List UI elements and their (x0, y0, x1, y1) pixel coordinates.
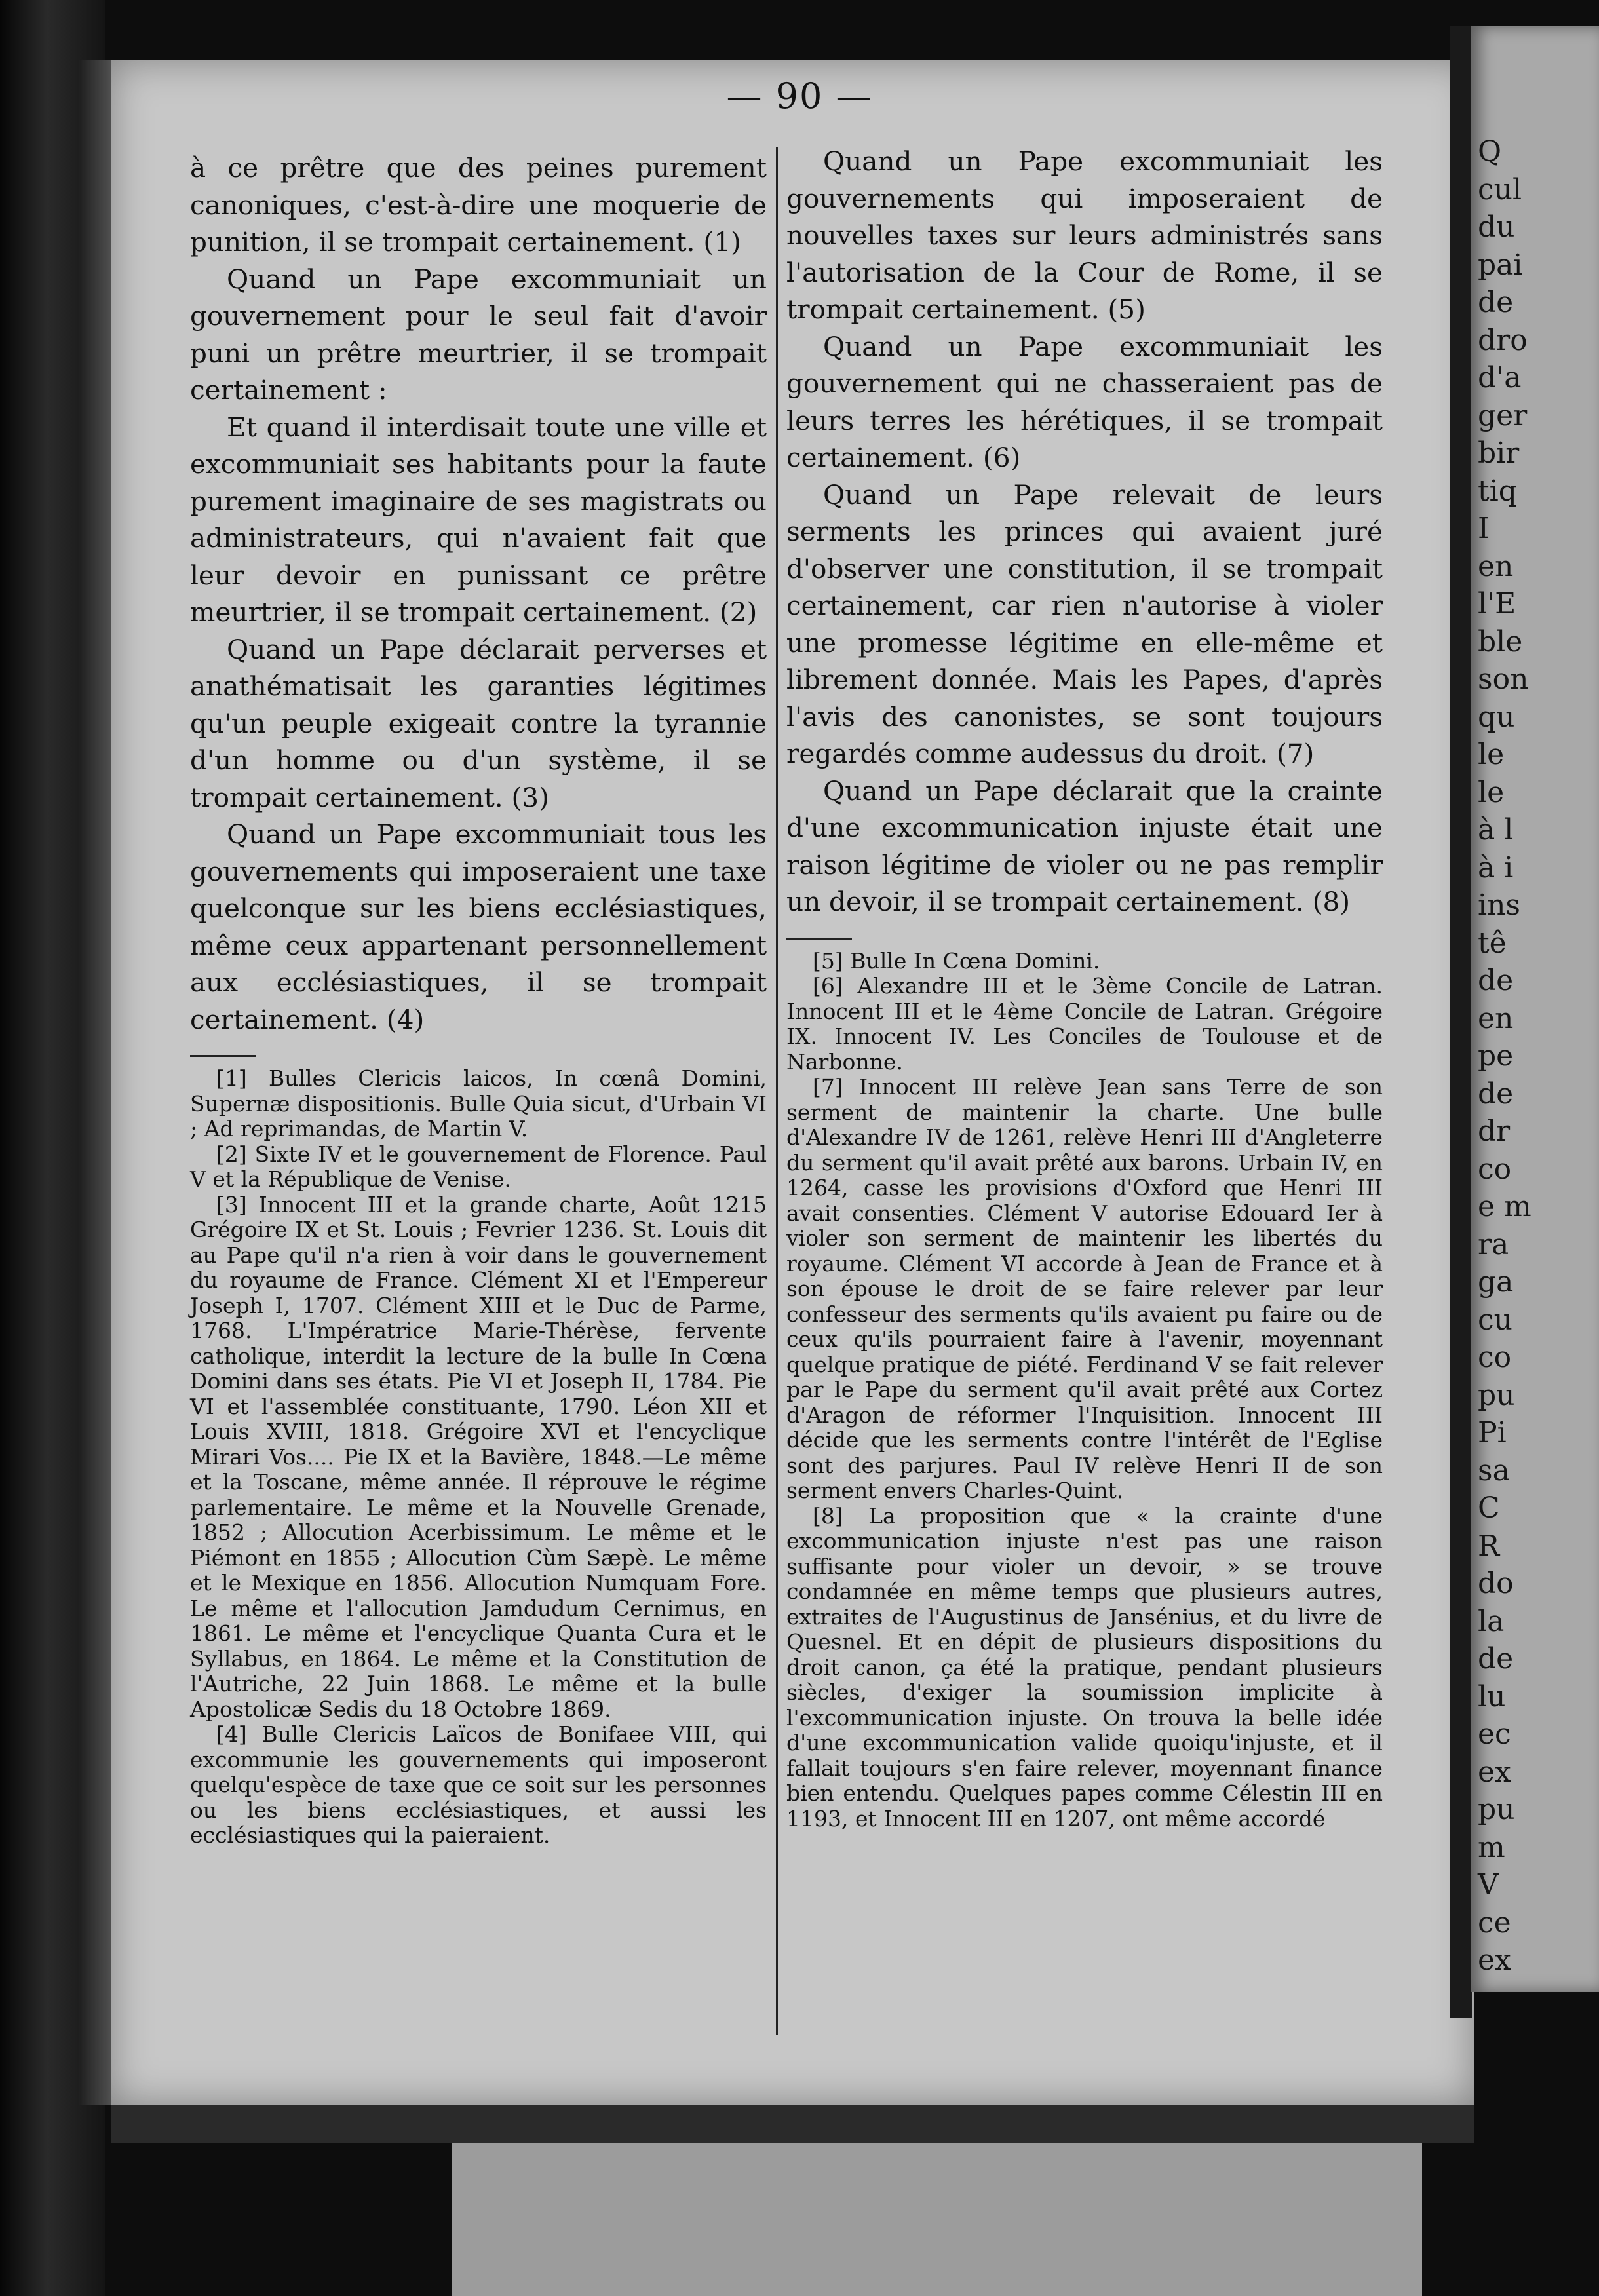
next-page-text-fragment: C (1478, 1491, 1500, 1525)
next-page-text-fragment: Pi (1478, 1416, 1507, 1449)
next-page-text-fragment: ex (1478, 1943, 1511, 1977)
paragraph: Quand un Pape excommuniait tous les gouvernements qui imposeraient une taxe quelconque sur les biens ecclésiastiques, même ceux appartenant personnellement aux ecclésiastiques, il se trompait certainement. (4) (190, 818, 767, 1035)
next-page-text-fragment: V (1478, 1868, 1499, 1902)
footnote: [8] La proposition que « la crainte d'une excommunication injuste n'est pas une raison suffisante pour violer un devoir, » se trouve condamnée en même temps que plusieurs autres, extraites de l'Augustinus de Jansénius, et du livre de Quesnel. Et en dépit de plusieurs dispositions du droit canon, ça été la pratique, pendant plusieurs siècles, d'exiger la soumission implicite à l'excommunication injuste. On trouva la belle idée d'une excommunication valide quoiqu'injuste, et il fallait toujours s'en faire relever, moyennant finance bien entendu. Quelques papes comme Célestin III en 1193, et Innocent III en 1207, ont même accordé (786, 1502, 1383, 1831)
next-page-text-fragment: son (1478, 662, 1529, 696)
next-page-text-fragment: de (1478, 1077, 1514, 1111)
next-page-text-fragment: dr (1478, 1115, 1511, 1148)
next-page-text-fragment: Q (1478, 135, 1502, 168)
next-page-text-fragment: d'a (1478, 361, 1522, 394)
next-page-text-fragment: le (1478, 738, 1505, 771)
next-page-text-fragment: de (1478, 1642, 1514, 1675)
paragraph: à ce prêtre que des peines purement canoniques, c'est-à-dire une moquerie de punition, il se trompait certainement. (1) (190, 152, 767, 258)
next-page-text-fragment: en (1478, 549, 1514, 583)
paragraph: Quand un Pape excommuniait un gouvernement pour le seul fait d'avoir puni un prêtre meurtrier, il se trompait certainement : (190, 263, 767, 406)
next-page-text-fragment: tiq (1478, 474, 1517, 508)
next-page-text-fragment: ga (1478, 1265, 1514, 1299)
next-page-text-fragment: à l (1478, 813, 1514, 847)
footnote: [2] Sixte IV et le gouvernement de Florence. Paul V et la République de Venise. (190, 1141, 767, 1192)
paragraph: Quand un Pape excommuniait les gouvernements qui imposeraient de nouvelles taxes sur leurs administrés sans l'autorisation de la Cour de Rome, il se trompait certainement. (5) (786, 145, 1383, 325)
next-page-text-fragment: le (1478, 775, 1505, 809)
next-page-text-fragment: m (1478, 1830, 1505, 1864)
next-page-text-fragment: ger (1478, 398, 1528, 432)
next-page-text-fragment: pai (1478, 248, 1523, 282)
next-page-text-fragment: à i (1478, 851, 1514, 885)
next-page-text-fragment: pu (1478, 1378, 1515, 1412)
left-column-body (190, 149, 767, 1038)
next-page-text-fragment: pe (1478, 1039, 1514, 1073)
page-gutter (1450, 26, 1472, 2018)
next-page-text-fragment: R (1478, 1529, 1500, 1563)
footnote-separator (190, 1055, 256, 1057)
next-page-text-fragment: l'E (1478, 587, 1516, 621)
next-page-text-fragment: du (1478, 210, 1515, 244)
paragraph: Quand un Pape relevait de leurs serments les princes qui avaient juré d'observer une constitution, il se trompait certainement, car rien n'autorise à violer une promesse légitime en elle-même et librement donnée. Mais les Papes, d'après l'avis des canonistes, se sont toujours regardés comme audessus du droit. (7) (786, 478, 1383, 769)
footnote: [6] Alexandre III et le 3ème Concile de Latran. Innocent III et le 4ème Concile de Latran. Grégoire IX. Innocent IV. Les Conciles de Toulouse et de Narbonne. (786, 973, 1383, 1075)
next-page-text-fragment: lu (1478, 1679, 1506, 1713)
next-page-text-fragment: dro (1478, 323, 1528, 357)
paragraph: Et quand il interdisait toute une ville et excommuniait ses habitants pour la faute purement imaginaire de ses magistrats ou administrateurs, qui n'avaient fait que leur devoir en punissant ce prêtre meurtrier, il se trompait certainement. (2) (190, 411, 767, 628)
left-footnotes (190, 1066, 767, 1848)
footnote: [4] Bulle Clericis Laïcos de Bonifaee VIII, qui excommunie les gouvernements qui imposeront quelqu'espèce de taxe que ce soit sur les personnes ou les biens ecclésiastiques, et aussi les ecclésiastiques qui la paieraient. (190, 1721, 767, 1848)
next-page-text-fragment: ce (1478, 1905, 1511, 1940)
next-page-text-fragment: ex (1478, 1755, 1511, 1789)
next-page-text-fragment: qu (1478, 700, 1515, 734)
next-page-text-fragment: pu (1478, 1793, 1515, 1826)
next-page-text-fragment: co (1478, 1341, 1512, 1374)
paragraph: Quand un Pape déclarait que la crainte d'une excommunication injuste était une raison légitime de violer ou ne pas remplir un devoir, il se trompait certainement. (8) (786, 775, 1383, 917)
footnote: [7] Innocent III relève Jean sans Terre de son serment de maintenir la charte. Une bulle d'Alexandre IV de 1261, relève Henri III d'Angleterre du serment qu'il avait prêté aux barons. Urbain IV, en 1264, casse les provisions d'Oxford que Henri III avait consenties. Clément V autorise Edouard Ier à violer son serment de maintenir les libertés du royaume. Clément VI accorde à Jean de France et à son épouse le droit de se faire relever par leur confesseur des serments qu'ils avaient pu faire ou de ceux qu'ils pourraient faire à l'avenir, moyennant quelque pratique de piété. Ferdinand V se fait relever par le Pape du serment qu'il avait prêté aux Cortez d'Aragon de réformer l'Inquisition. Innocent III décide que les serments contre l'intérêt de l'Eglise sont des parjures. Paul IV relève Henri II de son serment envers Charles-Quint. (786, 1074, 1383, 1503)
next-page-text-fragment: la (1478, 1604, 1505, 1638)
footnote-separator (786, 938, 852, 940)
next-page-text-fragment: do (1478, 1567, 1514, 1600)
next-page-text-fragment: I (1478, 512, 1490, 545)
right-column (786, 143, 1383, 1831)
next-page-text-fragment: sa (1478, 1453, 1510, 1487)
next-page-text-fragment: co (1478, 1152, 1512, 1186)
right-footnotes (786, 949, 1383, 1832)
page-bottom-edge (111, 2105, 1474, 2143)
next-page-text-fragment: bir (1478, 436, 1520, 470)
page-number: — 90 — (726, 75, 873, 117)
next-page-text-fragment: de (1478, 964, 1514, 997)
next-page-text-fragment: de (1478, 286, 1514, 319)
column-divider (776, 147, 778, 2035)
next-page-fragment (1471, 26, 1599, 1992)
paragraph: Quand un Pape déclarait perverses et anathématisait les garanties légitimes qu'un peuple exigeait contre la tyrannie d'un homme ou d'un système, il se trompait certainement. (3) (190, 633, 767, 813)
next-page-text-fragment: ec (1478, 1717, 1511, 1751)
next-page-text-fragment: cu (1478, 1303, 1512, 1337)
right-column-body (786, 143, 1383, 921)
next-page-text-fragment: en (1478, 1001, 1514, 1035)
footnote: [1] Bulles Clericis laicos, In cœnâ Domini, Supernæ dispositionis. Bulle Quia sicut, d'Urbain VI ; Ad reprimandas, de Martin V. (190, 1065, 767, 1141)
paragraph: Quand un Pape excommuniait les gouvernement qui ne chasseraient pas de leurs terres les hérétiques, il se trompait certainement. (6) (786, 330, 1383, 473)
left-column (190, 149, 767, 1848)
next-page-text-fragment: ble (1478, 624, 1523, 659)
microfilm-bottom-strip (452, 2143, 1422, 2296)
next-page-text-fragment: tê (1478, 926, 1507, 960)
next-page-text-fragment: e m (1478, 1190, 1532, 1223)
footnote: [3] Innocent III et la grande charte, Août 1215 Grégoire IX et St. Louis ; Fevrier 1236. St. Louis dit au Pape qu'il n'a rien à voir dans le gouvernement du royaume de France. Clément XI et l'Empereur Joseph I, 1707. Clément XIII et le Duc de Parme, 1768. L'Impératrice Marie-Thérèse, fervente catholique, interdit la lecture de la bulle In Cœna Domini dans ses états. Pie VI et Joseph II, 1784. Pie VI et l'assemblée constituante, 1790. Léon XII et Louis XVIII, 1818. Grégoire XVI et l'encyclique Mirari Vos.... Pie IX et la Bavière, 1848.—Le même et la Toscane, même année. Il réprouve le régime parlementaire. Le même et la Nouvelle Grenade, 1852 ; Allocution Acerbissimum. Le même et le Piémont en 1855 ; Allocution Cùm Sæpè. Le même et le Mexique en 1856. Allocution Numquam Fore. Le même et l'allocution Jamdudum Cernimus, en 1861. Le même et l'encyclique Quanta Cura et le Syllabus, en 1864. Le même et la Constitution de l'Autriche, 22 Juin 1868. Le même et la bulle Apostolicæ Sedis du 18 Octobre 1869. (190, 1191, 767, 1722)
next-page-text-fragment: ra (1478, 1227, 1509, 1261)
footnote: [5] Bulle In Cœna Domini. (813, 947, 1100, 974)
next-page-text-fragment: ins (1478, 889, 1520, 922)
next-page-text-fragment: cul (1478, 172, 1522, 206)
